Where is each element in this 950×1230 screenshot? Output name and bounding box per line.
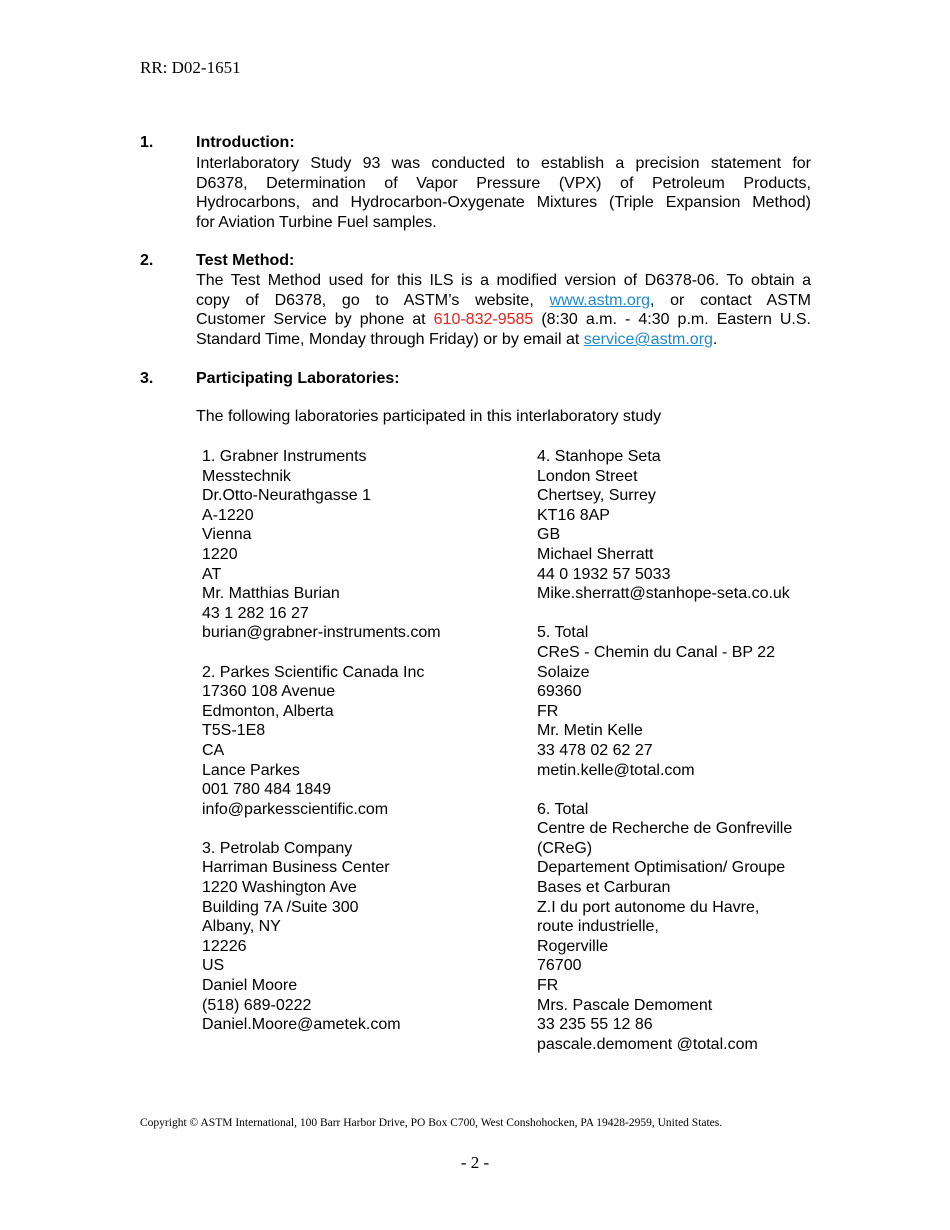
laboratory-detail-line: 17360 108 Avenue <box>202 683 336 701</box>
text: , or contact ASTM <box>649 291 811 309</box>
laboratory-detail-line: Bases et Carburan <box>537 879 671 897</box>
paragraph-line <box>196 330 811 350</box>
section-title: Test Method: <box>196 252 295 269</box>
paragraph-line: D6378, Determination of Vapor Pressure (VPX) of Petroleum Products, <box>196 174 811 192</box>
laboratory-detail-line: GB <box>537 526 561 544</box>
laboratory-name: 4. Stanhope Seta <box>537 448 661 465</box>
laboratory-detail-line: 1220 <box>202 545 238 563</box>
laboratory-detail-line: Lance Parkes <box>202 761 300 779</box>
laboratory-detail-line: Chertsey, Surrey <box>537 487 656 505</box>
laboratory-detail-line: London Street <box>537 467 638 485</box>
laboratory-detail-line: Z.I du port autonome du Havre, <box>537 898 760 916</box>
laboratory-entry <box>537 800 792 1055</box>
laboratory-detail-line: 76700 <box>537 957 582 975</box>
paragraph-line: for Aviation Turbine Fuel samples. <box>196 214 437 232</box>
laboratory-entry <box>202 839 441 1035</box>
laboratory-name: 3. Petrolab Company <box>202 839 353 857</box>
laboratory-detail-line: CReS - Chemin du Canal - BP 22 <box>537 643 776 661</box>
text: copy of D6378, go to ASTM’s website, <box>196 291 534 309</box>
text: Standard Time, Monday through Friday) or by email at <box>196 331 580 349</box>
laboratory-detail-line: 1220 Washington Ave <box>202 879 357 897</box>
laboratory-detail-line: 001 780 484 1849 <box>202 781 332 799</box>
paragraph-line <box>196 291 811 311</box>
laboratory-detail-line: metin.kelle@total.com <box>537 761 695 779</box>
laboratories-left-column <box>202 447 441 1035</box>
laboratory-detail-line: Mike.sherratt@stanhope-seta.co.uk <box>537 585 790 603</box>
laboratory-detail-line: (518) 689-0222 <box>202 996 312 1014</box>
laboratory-entry <box>202 447 441 643</box>
page-number: - 2 - <box>460 1153 490 1172</box>
text: Customer Service by phone at <box>196 311 426 329</box>
laboratory-detail-line: Albany, NY <box>202 918 281 936</box>
laboratory-detail-line: 33 478 02 62 27 <box>537 741 653 759</box>
laboratories-intro: The following laboratories participated in this interlaboratory study <box>196 408 662 425</box>
laboratory-detail-line: KT16 8AP <box>537 506 610 524</box>
laboratory-detail-line: Dr.Otto-Neurathgasse 1 <box>202 487 371 505</box>
laboratory-detail-line: 69360 <box>537 683 582 701</box>
laboratory-detail-line: Daniel Moore <box>202 977 298 995</box>
paragraph-line: The Test Method used for this ILS is a modified version of D6378-06. To obtain a <box>196 272 811 289</box>
section-number: 2. <box>140 252 154 269</box>
laboratory-detail-line: Departement Optimisation/ Groupe <box>537 859 786 877</box>
text: (8:30 a.m. - 4:30 p.m. Eastern U.S. <box>541 311 811 329</box>
paragraph-line: Hydrocarbons, and Hydrocarbon-Oxygenate Mixtures (Triple Expansion Method) <box>196 194 811 212</box>
service-email-link[interactable]: service@astm.org <box>583 331 713 349</box>
section-number: 3. <box>140 370 154 387</box>
laboratory-name: 2. Parkes Scientific Canada Inc <box>202 663 425 681</box>
laboratory-detail-line: route industrielle, <box>537 918 659 936</box>
laboratory-detail-line: Mr. Matthias Burian <box>202 585 340 603</box>
laboratory-detail-line: T5S-1E8 <box>202 722 266 740</box>
copyright-footer: Copyright © ASTM International, 100 Barr Harbor Drive, PO Box C700, West Conshohocken, PA 19428-2959, United States. <box>140 1117 723 1129</box>
laboratory-detail-line: Mr. Metin Kelle <box>537 722 643 740</box>
laboratory-detail-line: (CReG) <box>537 839 593 857</box>
laboratory-detail-line: Michael Sherratt <box>537 545 654 563</box>
section-title: Participating Laboratories: <box>196 370 400 387</box>
paragraph-line <box>196 310 811 330</box>
laboratory-name: 1. Grabner Instruments <box>202 448 367 465</box>
laboratory-detail-line: Mrs. Pascale Demoment <box>537 996 713 1014</box>
laboratory-detail-line: Centre de Recherche de Gonfreville <box>537 820 793 838</box>
laboratory-detail-line: CA <box>202 741 225 759</box>
section-title: Introduction: <box>196 134 295 151</box>
phone-number: 610-832-9585 <box>433 311 534 329</box>
laboratory-detail-line: 12226 <box>202 937 247 955</box>
text: . <box>712 331 718 349</box>
laboratory-detail-line: Building 7A /Suite 300 <box>202 898 359 916</box>
laboratory-detail-line: info@parkesscientific.com <box>202 800 389 818</box>
laboratory-detail-line: Rogerville <box>537 937 609 955</box>
laboratory-detail-line: 43 1 282 16 27 <box>202 604 309 622</box>
laboratory-detail-line: 44 0 1932 57 5033 <box>537 565 671 583</box>
report-id: RR: D02-1651 <box>140 58 241 77</box>
laboratory-detail-line: Messtechnik <box>202 467 291 485</box>
laboratory-detail-line: Solaize <box>537 663 590 681</box>
section-number: 1. <box>140 134 154 151</box>
laboratory-name: 5. Total <box>537 624 589 642</box>
laboratory-detail-line: Daniel.Moore@ametek.com <box>202 1016 401 1034</box>
laboratories-right-column <box>537 447 792 1054</box>
laboratory-name: 6. Total <box>537 800 589 818</box>
laboratory-detail-line: Edmonton, Alberta <box>202 702 334 720</box>
laboratory-detail-line: FR <box>537 977 559 995</box>
laboratory-detail-line: burian@grabner-instruments.com <box>202 624 441 642</box>
test-method-paragraph <box>196 271 811 350</box>
paragraph-line: Interlaboratory Study 93 was conducted to establish a precision statement for <box>196 155 811 172</box>
laboratory-detail-line: FR <box>537 702 559 720</box>
laboratory-entry <box>202 663 441 820</box>
laboratory-detail-line: pascale.demoment @total.com <box>537 1035 758 1053</box>
introduction-paragraph <box>196 154 811 233</box>
laboratory-detail-line: 33 235 55 12 86 <box>537 1016 653 1034</box>
laboratory-entry <box>537 447 792 604</box>
laboratory-detail-line: Vienna <box>202 526 252 544</box>
astm-website-link[interactable]: www.astm.org <box>549 291 650 309</box>
laboratory-detail-line: US <box>202 957 225 975</box>
laboratory-detail-line: Harriman Business Center <box>202 859 390 877</box>
laboratory-detail-line: A-1220 <box>202 506 254 524</box>
laboratory-entry <box>537 623 792 780</box>
laboratory-detail-line: AT <box>202 565 222 583</box>
